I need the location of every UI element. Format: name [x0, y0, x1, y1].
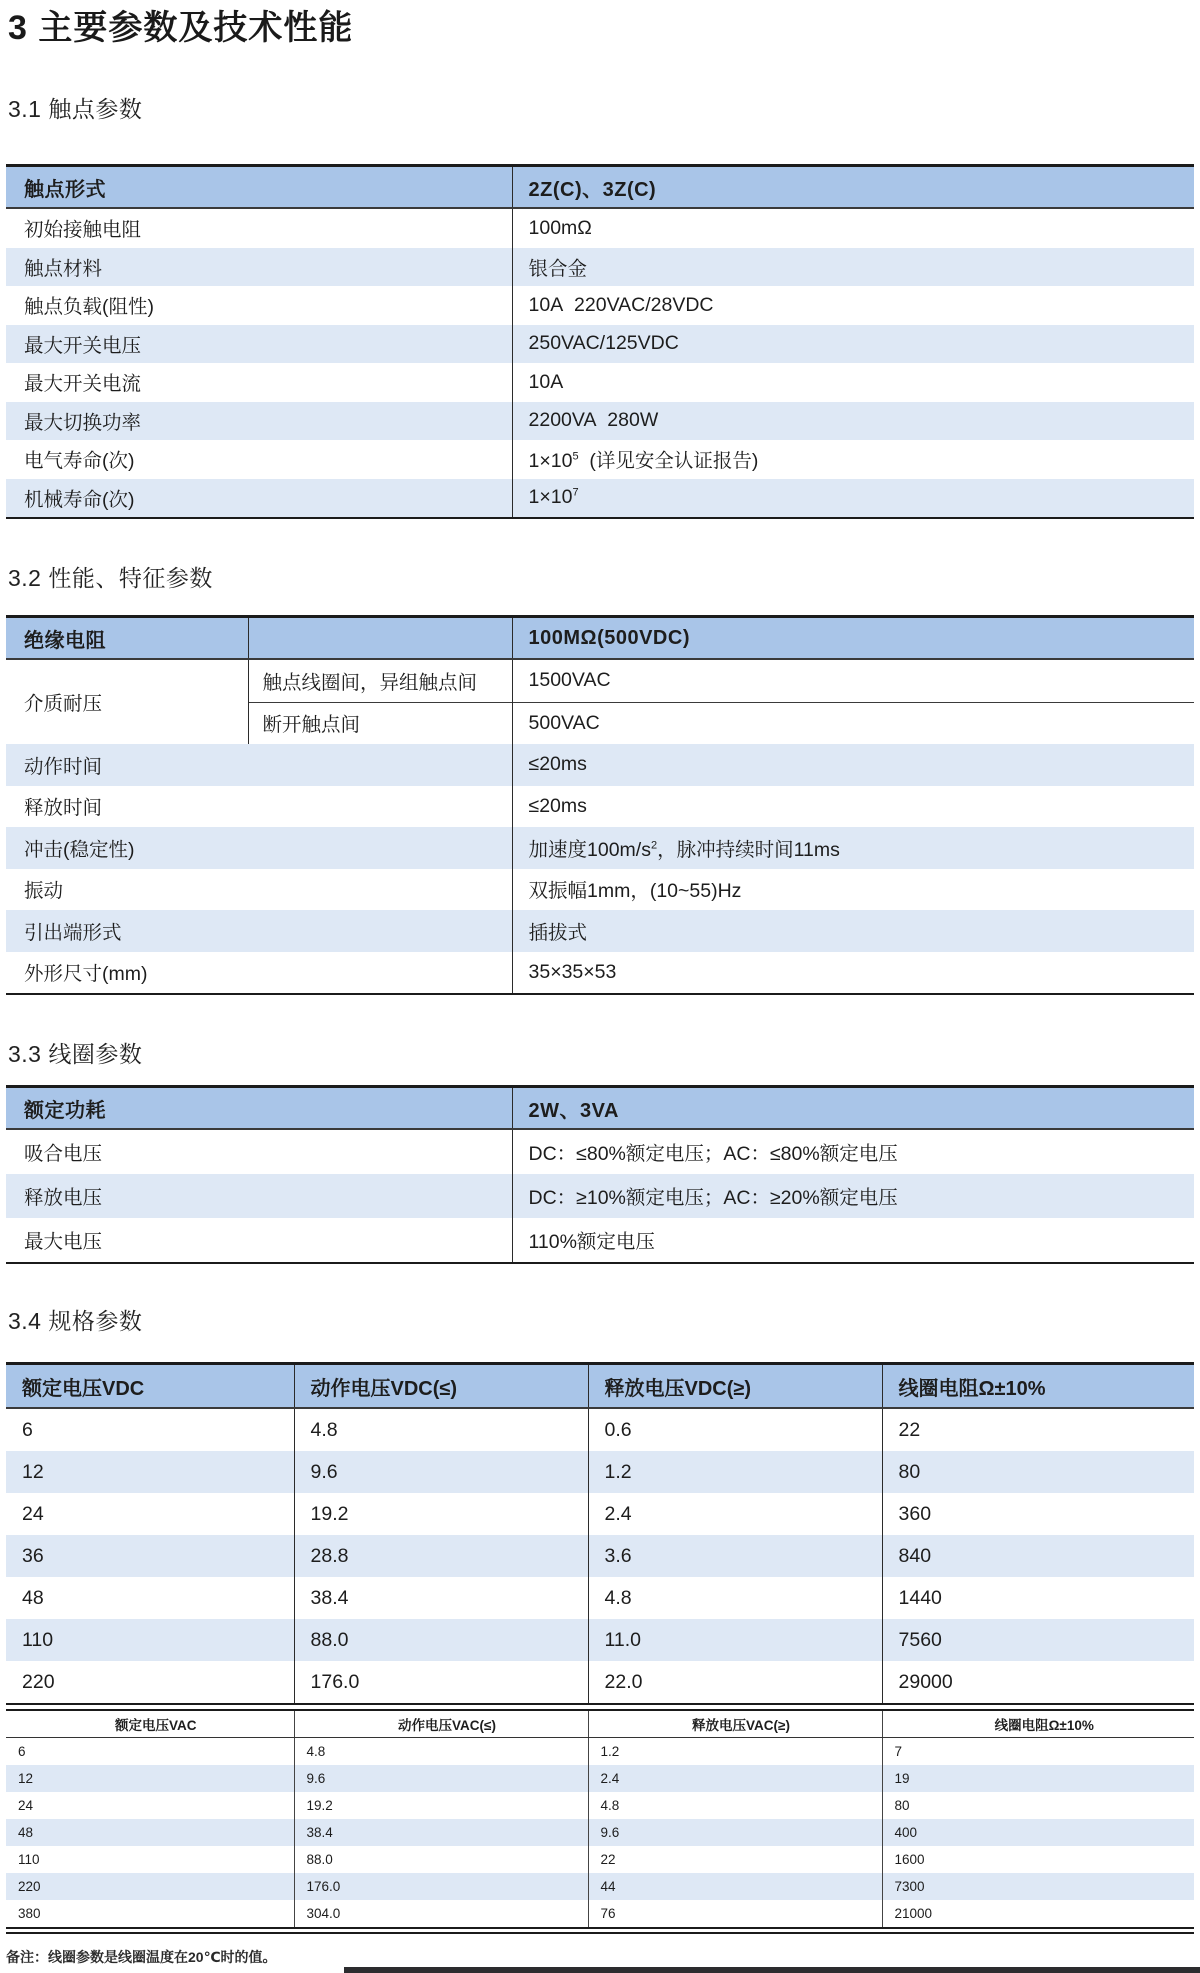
param-label: 电气寿命(次): [24, 450, 135, 473]
empty-header-cell: [248, 617, 512, 660]
table-row: [6, 1218, 1194, 1263]
table-row: [6, 440, 1194, 479]
spec-params-vac-table: [6, 1709, 1194, 1929]
operate-voltage-cell: 304.0: [294, 1900, 588, 1928]
release-voltage-cell: 0.6: [588, 1408, 882, 1451]
table-row: [6, 1661, 1194, 1704]
contact-params-table: [6, 164, 1194, 519]
table-row: [6, 402, 1194, 441]
rated-voltage-vac-header: 额定电压VAC: [6, 1710, 294, 1738]
coil-resistance-cell: 80: [882, 1792, 1194, 1819]
release-voltage-cell: 4.8: [588, 1792, 882, 1819]
table-row: [6, 1765, 1194, 1792]
operate-voltage-cell: 4.8: [294, 1408, 588, 1451]
table-header-row: [6, 1087, 1194, 1130]
coil-resistance-cell: 7: [882, 1738, 1194, 1766]
rated-voltage-cell: 48: [6, 1819, 294, 1846]
operate-voltage-cell: 19.2: [294, 1493, 588, 1535]
table-row: [6, 363, 1194, 402]
rated-voltage-cell: 6: [22, 1418, 33, 1441]
coil-resistance-cell: 29000: [882, 1661, 1194, 1704]
page-title: 3 主要参数及技术性能: [8, 9, 354, 47]
param-value: DC：≥10%额定电压；AC：≥20%额定电压: [512, 1174, 1194, 1218]
sub-condition-value: 1500VAC: [512, 659, 1194, 702]
heading-spec-params: 3.4 规格参数: [8, 1308, 143, 1334]
table-row: [6, 1408, 1194, 1451]
table-row: [6, 952, 1194, 995]
table-row: [6, 208, 1194, 248]
sub-condition-label: 触点线圈间，异组触点间: [248, 659, 512, 702]
operate-voltage-cell: 38.4: [294, 1819, 588, 1846]
rated-voltage-cell: 24: [22, 1502, 44, 1525]
rated-power-header: 额定功耗: [6, 1087, 512, 1130]
table-row: [6, 659, 1194, 702]
table-row: [6, 1792, 1194, 1819]
param-value: 银合金: [512, 248, 1194, 287]
table-row: [6, 1174, 1194, 1218]
operate-voltage-cell: 176.0: [294, 1873, 588, 1900]
param-label: 触点负载(阻性): [24, 296, 154, 319]
operate-voltage-cell: 28.8: [294, 1535, 588, 1577]
operate-voltage-cell: 38.4: [294, 1577, 588, 1619]
param-value: DC：≤80%额定电压；AC：≤80%额定电压: [512, 1129, 1194, 1174]
operate-voltage-cell: 88.0: [294, 1619, 588, 1661]
rated-voltage-cell: 110: [6, 1619, 294, 1661]
release-voltage-cell: 1.2: [588, 1451, 882, 1493]
release-voltage-vdc-header: 释放电压VDC(≥): [588, 1364, 882, 1409]
release-voltage-cell: 44: [588, 1873, 882, 1900]
release-voltage-cell: 3.6: [588, 1535, 882, 1577]
superscript: 2: [650, 839, 658, 852]
coil-resistance-header: 线圈电阻Ω±10%: [882, 1364, 1194, 1409]
param-label: 最大电压: [24, 1231, 103, 1253]
param-value: $1\times 10^5$ (详见安全认证报告): [512, 440, 1194, 479]
param-label: 最大切换功率: [6, 402, 512, 441]
table-row: [6, 1846, 1194, 1873]
release-voltage-cell: 9.6: [588, 1819, 882, 1846]
param-label: 引出端形式: [6, 910, 512, 952]
rated-voltage-cell: 24: [18, 1798, 34, 1813]
table-row: [6, 1819, 1194, 1846]
param-value: 100mΩ: [512, 208, 1194, 248]
dielectric-strength-label: 介质耐压: [24, 693, 103, 715]
param-value: 双振幅1mm，(10~55)Hz: [512, 869, 1194, 911]
table-row: [6, 1738, 1194, 1766]
rated-voltage-cell: 110: [18, 1852, 40, 1867]
insulation-resistance-value: 100MΩ(500VDC): [512, 617, 1194, 660]
operate-voltage-vac-header: 动作电压VAC(≤): [294, 1710, 588, 1738]
performance-params-table: [6, 615, 1194, 995]
footnote: 备注：线圈参数是线圈温度在20℃时的值。: [6, 1949, 277, 1965]
superscript: 5: [572, 450, 579, 463]
param-value: 35×35×53: [512, 952, 1194, 995]
param-label: 释放时间: [24, 797, 103, 820]
insulation-resistance-header: 绝缘电阻: [6, 617, 248, 660]
release-voltage-cell: 1.2: [588, 1738, 882, 1766]
coil-resistance-cell: 22: [882, 1408, 1194, 1451]
heading-performance-params: 3.2 性能、特征参数: [8, 565, 213, 591]
rated-voltage-cell: 220: [6, 1873, 294, 1900]
param-label: 机械寿命(次): [6, 479, 512, 519]
rated-voltage-cell: 6: [18, 1744, 26, 1759]
param-value: 插拔式: [512, 910, 1194, 952]
table-header-row: [6, 617, 1194, 660]
table-row: [6, 1619, 1194, 1661]
param-label: 初始接触电阻: [24, 219, 142, 242]
table-row: [6, 786, 1194, 828]
coil-params-table: [6, 1085, 1194, 1264]
coil-resistance-cell: 1440: [882, 1577, 1194, 1619]
rated-voltage-cell: 380: [18, 1906, 41, 1921]
table-row: [6, 744, 1194, 786]
param-label: 最大开关电流: [24, 373, 142, 396]
release-voltage-cell: 22.0: [588, 1661, 882, 1704]
table-row: [6, 325, 1194, 364]
release-voltage-cell: 2.4: [588, 1765, 882, 1792]
param-value: 10A 220VAC/28VDC: [512, 286, 1194, 325]
table-row: [6, 1900, 1194, 1928]
rated-voltage-cell: 220: [22, 1670, 55, 1693]
param-value: ≤20ms: [512, 786, 1194, 828]
divider: [6, 1932, 1194, 1934]
table-row: [6, 286, 1194, 325]
table-row: [6, 827, 1194, 869]
param-value: 2200VA 280W: [512, 402, 1194, 441]
table-row: [6, 1873, 1194, 1900]
operate-voltage-cell: 4.8: [294, 1738, 588, 1766]
contact-form-header: 触点形式: [6, 166, 512, 209]
param-label: 振动: [24, 880, 64, 903]
coil-resistance-cell: 21000: [882, 1900, 1194, 1928]
operate-voltage-cell: 88.0: [294, 1846, 588, 1873]
operate-voltage-cell: 9.6: [294, 1451, 588, 1493]
operate-voltage-vdc-header: 动作电压VDC(≤): [294, 1364, 588, 1409]
table-header-row: [6, 166, 1194, 209]
release-voltage-vac-header: 释放电压VAC(≥): [588, 1710, 882, 1738]
release-voltage-cell: 22: [588, 1846, 882, 1873]
table-row: [6, 1129, 1194, 1174]
release-voltage-cell: 2.4: [588, 1493, 882, 1535]
param-value: 250VAC/125VDC: [512, 325, 1194, 364]
operate-voltage-cell: 9.6: [294, 1765, 588, 1792]
operate-voltage-cell: 176.0: [294, 1661, 588, 1704]
coil-resistance-cell: 7560: [882, 1619, 1194, 1661]
param-label: 吸合电压: [24, 1143, 103, 1165]
next-section-bar: [344, 1967, 1200, 1973]
coil-resistance-cell: 19: [882, 1765, 1194, 1792]
param-label: 触点材料: [6, 248, 512, 287]
rated-voltage-vdc-header: 额定电压VDC: [6, 1364, 294, 1409]
sub-condition-label: 断开触点间: [248, 702, 512, 744]
coil-resistance-cell: 7300: [882, 1873, 1194, 1900]
param-value: $1\times 10^7$: [512, 479, 1194, 519]
sub-condition-value: 500VAC: [512, 702, 1194, 744]
table-row: [6, 1493, 1194, 1535]
table-row: [6, 910, 1194, 952]
table-row: [6, 248, 1194, 287]
param-label: 外形尺寸(mm): [24, 963, 148, 986]
rated-voltage-cell: 48: [22, 1586, 44, 1609]
release-voltage-cell: 11.0: [588, 1619, 882, 1661]
param-label: 最大开关电压: [6, 325, 512, 364]
operate-voltage-cell: 19.2: [294, 1792, 588, 1819]
param-value: 10A: [512, 363, 1194, 402]
release-voltage-cell: 4.8: [588, 1577, 882, 1619]
param-label: 释放电压: [6, 1174, 512, 1218]
table-row: [6, 1451, 1194, 1493]
coil-resistance-header: 线圈电阻Ω±10%: [882, 1710, 1194, 1738]
table-header-row: [6, 1710, 1194, 1738]
table-row: [6, 1535, 1194, 1577]
coil-resistance-cell: 1600: [882, 1846, 1194, 1873]
coil-resistance-cell: 840: [882, 1535, 1194, 1577]
contact-form-value: 2Z(C)、3Z(C): [512, 166, 1194, 209]
param-value: 110%额定电压: [512, 1218, 1194, 1263]
superscript: 7: [572, 486, 579, 499]
table-header-row: [6, 1364, 1194, 1409]
coil-resistance-cell: 360: [882, 1493, 1194, 1535]
rated-power-value: 2W、3VA: [512, 1087, 1194, 1130]
param-value: 加速度$100m/s^2$，脉冲持续时间11ms: [512, 827, 1194, 869]
spec-params-vdc-table: [6, 1362, 1194, 1705]
coil-resistance-cell: 400: [882, 1819, 1194, 1846]
rated-voltage-cell: 12: [6, 1765, 294, 1792]
heading-coil-params: 3.3 线圈参数: [8, 1041, 143, 1067]
table-row: [6, 479, 1194, 519]
coil-resistance-cell: 80: [882, 1451, 1194, 1493]
rated-voltage-cell: 36: [6, 1535, 294, 1577]
heading-contact-params: 3.1 触点参数: [8, 96, 143, 122]
rated-voltage-cell: 12: [6, 1451, 294, 1493]
param-label: 动作时间: [6, 744, 512, 786]
table-row: [6, 869, 1194, 911]
param-value: ≤20ms: [512, 744, 1194, 786]
table-row: [6, 1577, 1194, 1619]
release-voltage-cell: 76: [588, 1900, 882, 1928]
param-label: 冲击(稳定性): [6, 827, 512, 869]
